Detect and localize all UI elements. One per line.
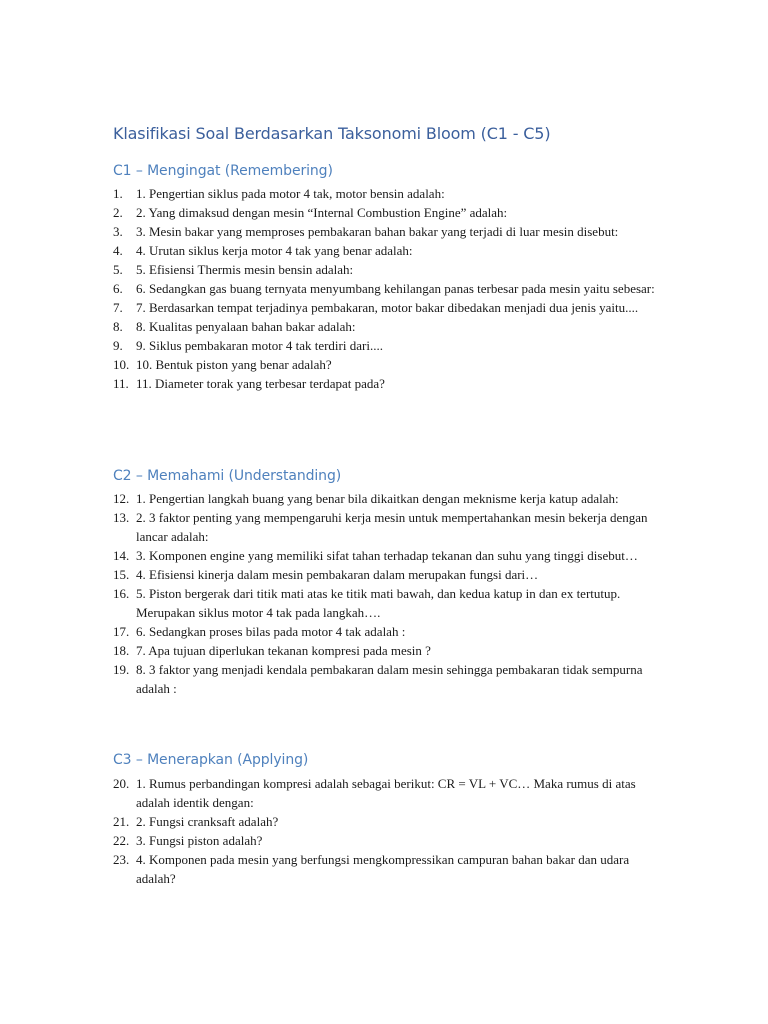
list-item [0, 489, 768, 508]
list-item [0, 546, 768, 565]
list-item [0, 831, 768, 850]
list-number: 10. [113, 357, 130, 372]
list-item [0, 279, 768, 298]
section-heading-c3: C3 – Menerapkan (Applying) [113, 752, 309, 768]
list-number: 12. [113, 491, 130, 506]
list-number: 4. [113, 243, 123, 258]
list-item [0, 298, 768, 317]
list-item [0, 317, 768, 336]
section-heading-c1: C1 – Mengingat (Remembering) [113, 163, 333, 179]
question-text: 7. Berdasarkan tempat terjadinya pembakaran, motor bakar dibedakan menjadi dua jenis yaitu.... [136, 300, 639, 315]
list-item [0, 660, 768, 698]
question-text: 9. Siklus pembakaran motor 4 tak terdiri dari.... [136, 338, 383, 353]
list-number: 18. [113, 643, 130, 658]
list-item [0, 641, 768, 660]
list-number: 23. [113, 852, 130, 867]
question-list-c2 [0, 489, 768, 698]
list-number: 14. [113, 548, 130, 563]
list-number: 7. [113, 300, 123, 315]
question-text: 1. Pengertian langkah buang yang benar bila dikaitkan dengan meknisme kerja katup adalah: [136, 491, 619, 506]
question-text: 8. 3 faktor yang menjadi kendala pembakaran dalam mesin sehingga pembakaran tidak sempurna adalah : [136, 662, 643, 696]
list-number: 19. [113, 662, 130, 677]
question-list-c1 [0, 184, 768, 393]
question-text: 5. Piston bergerak dari titik mati atas ke titik mati bawah, dan kedua katup in dan ex tertutup. Merupakan siklus motor 4 tak pada langkah…. [136, 586, 621, 620]
list-number: 5. [113, 262, 123, 277]
list-item [0, 565, 768, 584]
list-item [0, 203, 768, 222]
list-item [0, 584, 768, 622]
list-number: 13. [113, 510, 130, 525]
list-number: 17. [113, 624, 130, 639]
section-heading-c2: C2 – Memahami (Understanding) [113, 468, 342, 484]
question-text: 6. Sedangkan proses bilas pada motor 4 tak adalah : [136, 624, 406, 639]
list-number: 16. [113, 586, 130, 601]
list-number: 2. [113, 205, 123, 220]
list-number: 6. [113, 281, 123, 296]
question-text: 5. Efisiensi Thermis mesin bensin adalah: [136, 262, 354, 277]
question-text: 1. Rumus perbandingan kompresi adalah sebagai berikut: CR = VL + VC… Maka rumus di atas adalah identik dengan: [136, 776, 636, 810]
list-item [0, 812, 768, 831]
question-text: 3. Mesin bakar yang memproses pembakaran bahan bakar yang terjadi di luar mesin disebut: [136, 224, 619, 239]
question-text: 4. Efisiensi kinerja dalam mesin pembakaran dalam merupakan fungsi dari… [136, 567, 539, 582]
list-item [0, 774, 768, 812]
question-text: 6. Sedangkan gas buang ternyata menyumbang kehilangan panas terbesar pada mesin yaitu sebesar: [136, 281, 655, 296]
question-list-c3 [0, 774, 768, 888]
question-text: 1. Pengertian siklus pada motor 4 tak, motor bensin adalah: [136, 186, 445, 201]
list-item [0, 336, 768, 355]
list-number: 9. [113, 338, 123, 353]
question-text: 11. Diameter torak yang terbesar terdapat pada? [136, 376, 385, 391]
document-title: Klasifikasi Soal Berdasarkan Taksonomi Bloom (C1 - C5) [113, 124, 551, 143]
list-number: 22. [113, 833, 130, 848]
list-number: 15. [113, 567, 130, 582]
question-text: 3. Komponen engine yang memiliki sifat tahan terhadap tekanan dan suhu yang tinggi disebut… [136, 548, 638, 563]
question-text: 4. Komponen pada mesin yang berfungsi mengkompressikan campuran bahan bakar dan udara adalah? [136, 852, 630, 886]
list-item [0, 184, 768, 203]
question-text: 2. 3 faktor penting yang mempengaruhi kerja mesin untuk mempertahankan mesin bekerja dengan lancar adalah: [136, 510, 648, 544]
list-item [0, 508, 768, 546]
question-text: 8. Kualitas penyalaan bahan bakar adalah: [136, 319, 356, 334]
list-number: 1. [113, 186, 123, 201]
list-number: 8. [113, 319, 123, 334]
list-number: 3. [113, 224, 123, 239]
question-text: 4. Urutan siklus kerja motor 4 tak yang benar adalah: [136, 243, 413, 258]
question-text: 7. Apa tujuan diperlukan tekanan kompresi pada mesin ? [136, 643, 431, 658]
question-text: 3. Fungsi piston adalah? [136, 833, 263, 848]
question-text: 10. Bentuk piston yang benar adalah? [136, 357, 332, 372]
list-item [0, 222, 768, 241]
list-item [0, 374, 768, 393]
question-text: 2. Fungsi cranksaft adalah? [136, 814, 279, 829]
list-number: 20. [113, 776, 130, 791]
list-item [0, 622, 768, 641]
list-item [0, 241, 768, 260]
list-item [0, 260, 768, 279]
list-item [0, 850, 768, 888]
list-number: 21. [113, 814, 130, 829]
list-number: 11. [113, 376, 129, 391]
list-item [0, 355, 768, 374]
question-text: 2. Yang dimaksud dengan mesin “Internal Combustion Engine” adalah: [136, 205, 508, 220]
